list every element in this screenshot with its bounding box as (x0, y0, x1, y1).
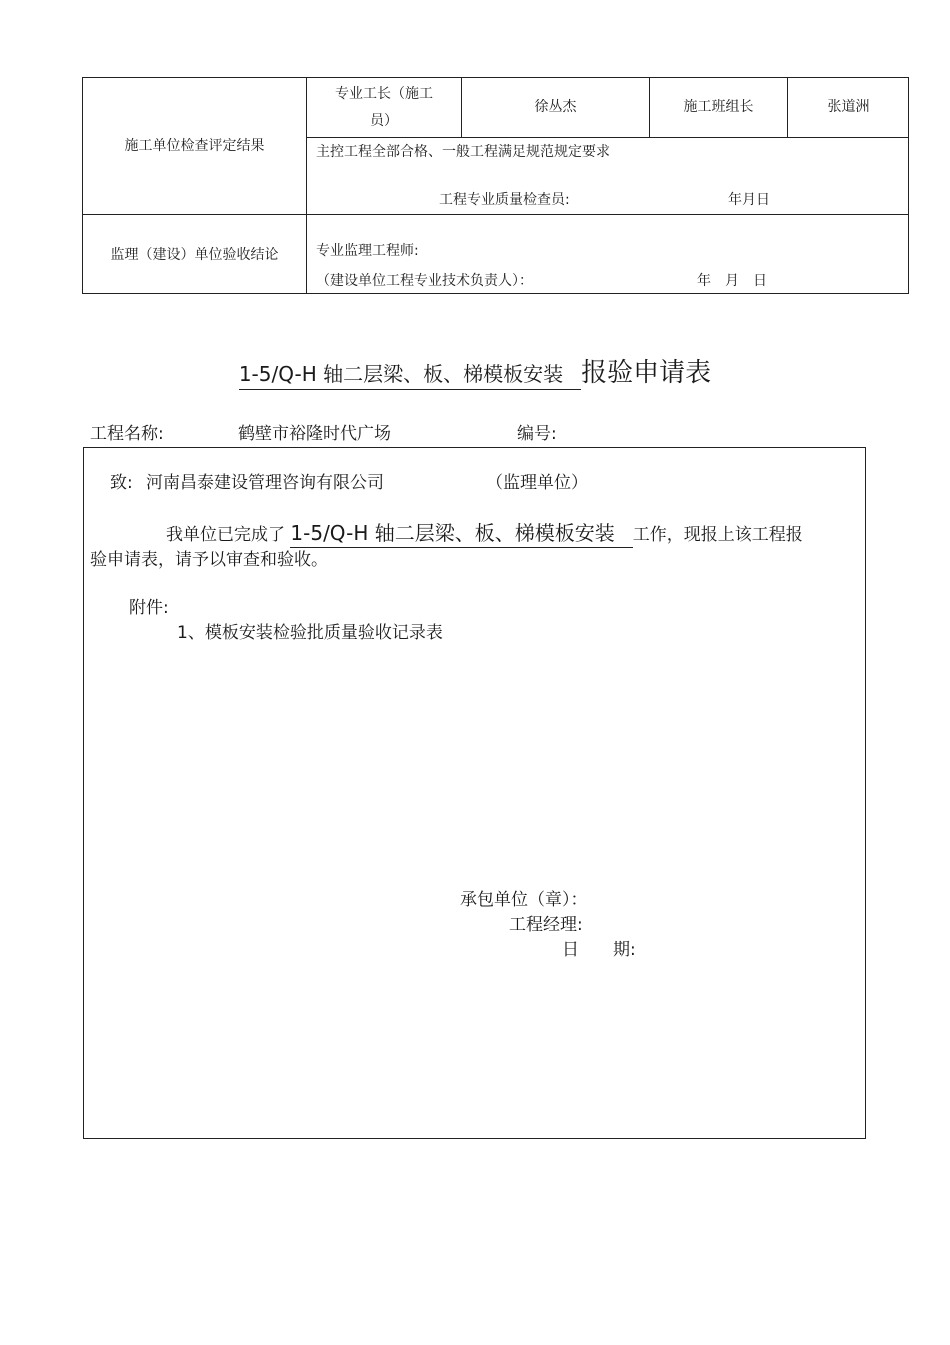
inspector-date: 年月日 (728, 192, 770, 208)
construction-check-label: 施工单位检查评定结果 (124, 138, 265, 154)
body-work-item: 1-5/Q-H 轴二层梁、板、梯模板安装 (290, 519, 632, 548)
foreman-label-line2: 员） (370, 113, 398, 129)
foreman-name: 徐丛杰 (534, 99, 577, 115)
project-name-label: 工程名称: (90, 424, 164, 444)
title-suffix: 报验申请表 (581, 358, 712, 388)
supervising-engineer-label: 专业监理工程师: (316, 243, 419, 259)
addressee-role: （监理单位） (486, 473, 588, 493)
contractor-seal-label: 承包单位（章）： (460, 890, 588, 910)
page-title (0, 352, 950, 390)
quality-inspector-label: 工程专业质量检查员: (439, 192, 570, 208)
title-work-item: 1-5/Q-H 轴二层梁、板、梯模板安装 (239, 359, 581, 390)
table-divider (83, 214, 908, 215)
attachment-item: 1、模板安装检验批质量验收记录表 (177, 623, 443, 643)
addressee-company: 河南昌泰建设管理咨询有限公司 (146, 473, 384, 493)
body-prefix: 我单位已完成了 (166, 525, 285, 545)
attachments-label: 附件: (129, 598, 169, 618)
evaluation-result-text: 主控工程全部合格、一般工程满足规范规定要求 (316, 144, 610, 160)
application-date-label: 日 期: (562, 940, 636, 960)
body-suffix: 工作，现报上该工程报 (632, 525, 803, 545)
evaluation-table (82, 77, 909, 294)
supervision-conclusion-label: 监理（建设）单位验收结论 (110, 247, 279, 263)
document-number-label: 编号: (517, 424, 557, 444)
team-leader-label: 施工班组长 (683, 99, 754, 115)
project-manager-label: 工程经理: (509, 915, 583, 935)
application-form (83, 447, 866, 1139)
foreman-label-line1: 专业工长（施工 (335, 86, 433, 102)
application-body-line2: 验申请表，请予以审查和验收。 (90, 550, 328, 570)
addressee-prefix: 致: (110, 473, 133, 493)
owner-technical-lead-label: （建设单位工程专业技术负责人）： (316, 273, 533, 289)
team-leader-name: 张道洲 (827, 99, 870, 115)
table-divider (306, 137, 908, 138)
supervisor-date: 年 月 日 (697, 273, 767, 289)
project-name-value: 鹤壁市裕隆时代广场 (238, 424, 391, 444)
